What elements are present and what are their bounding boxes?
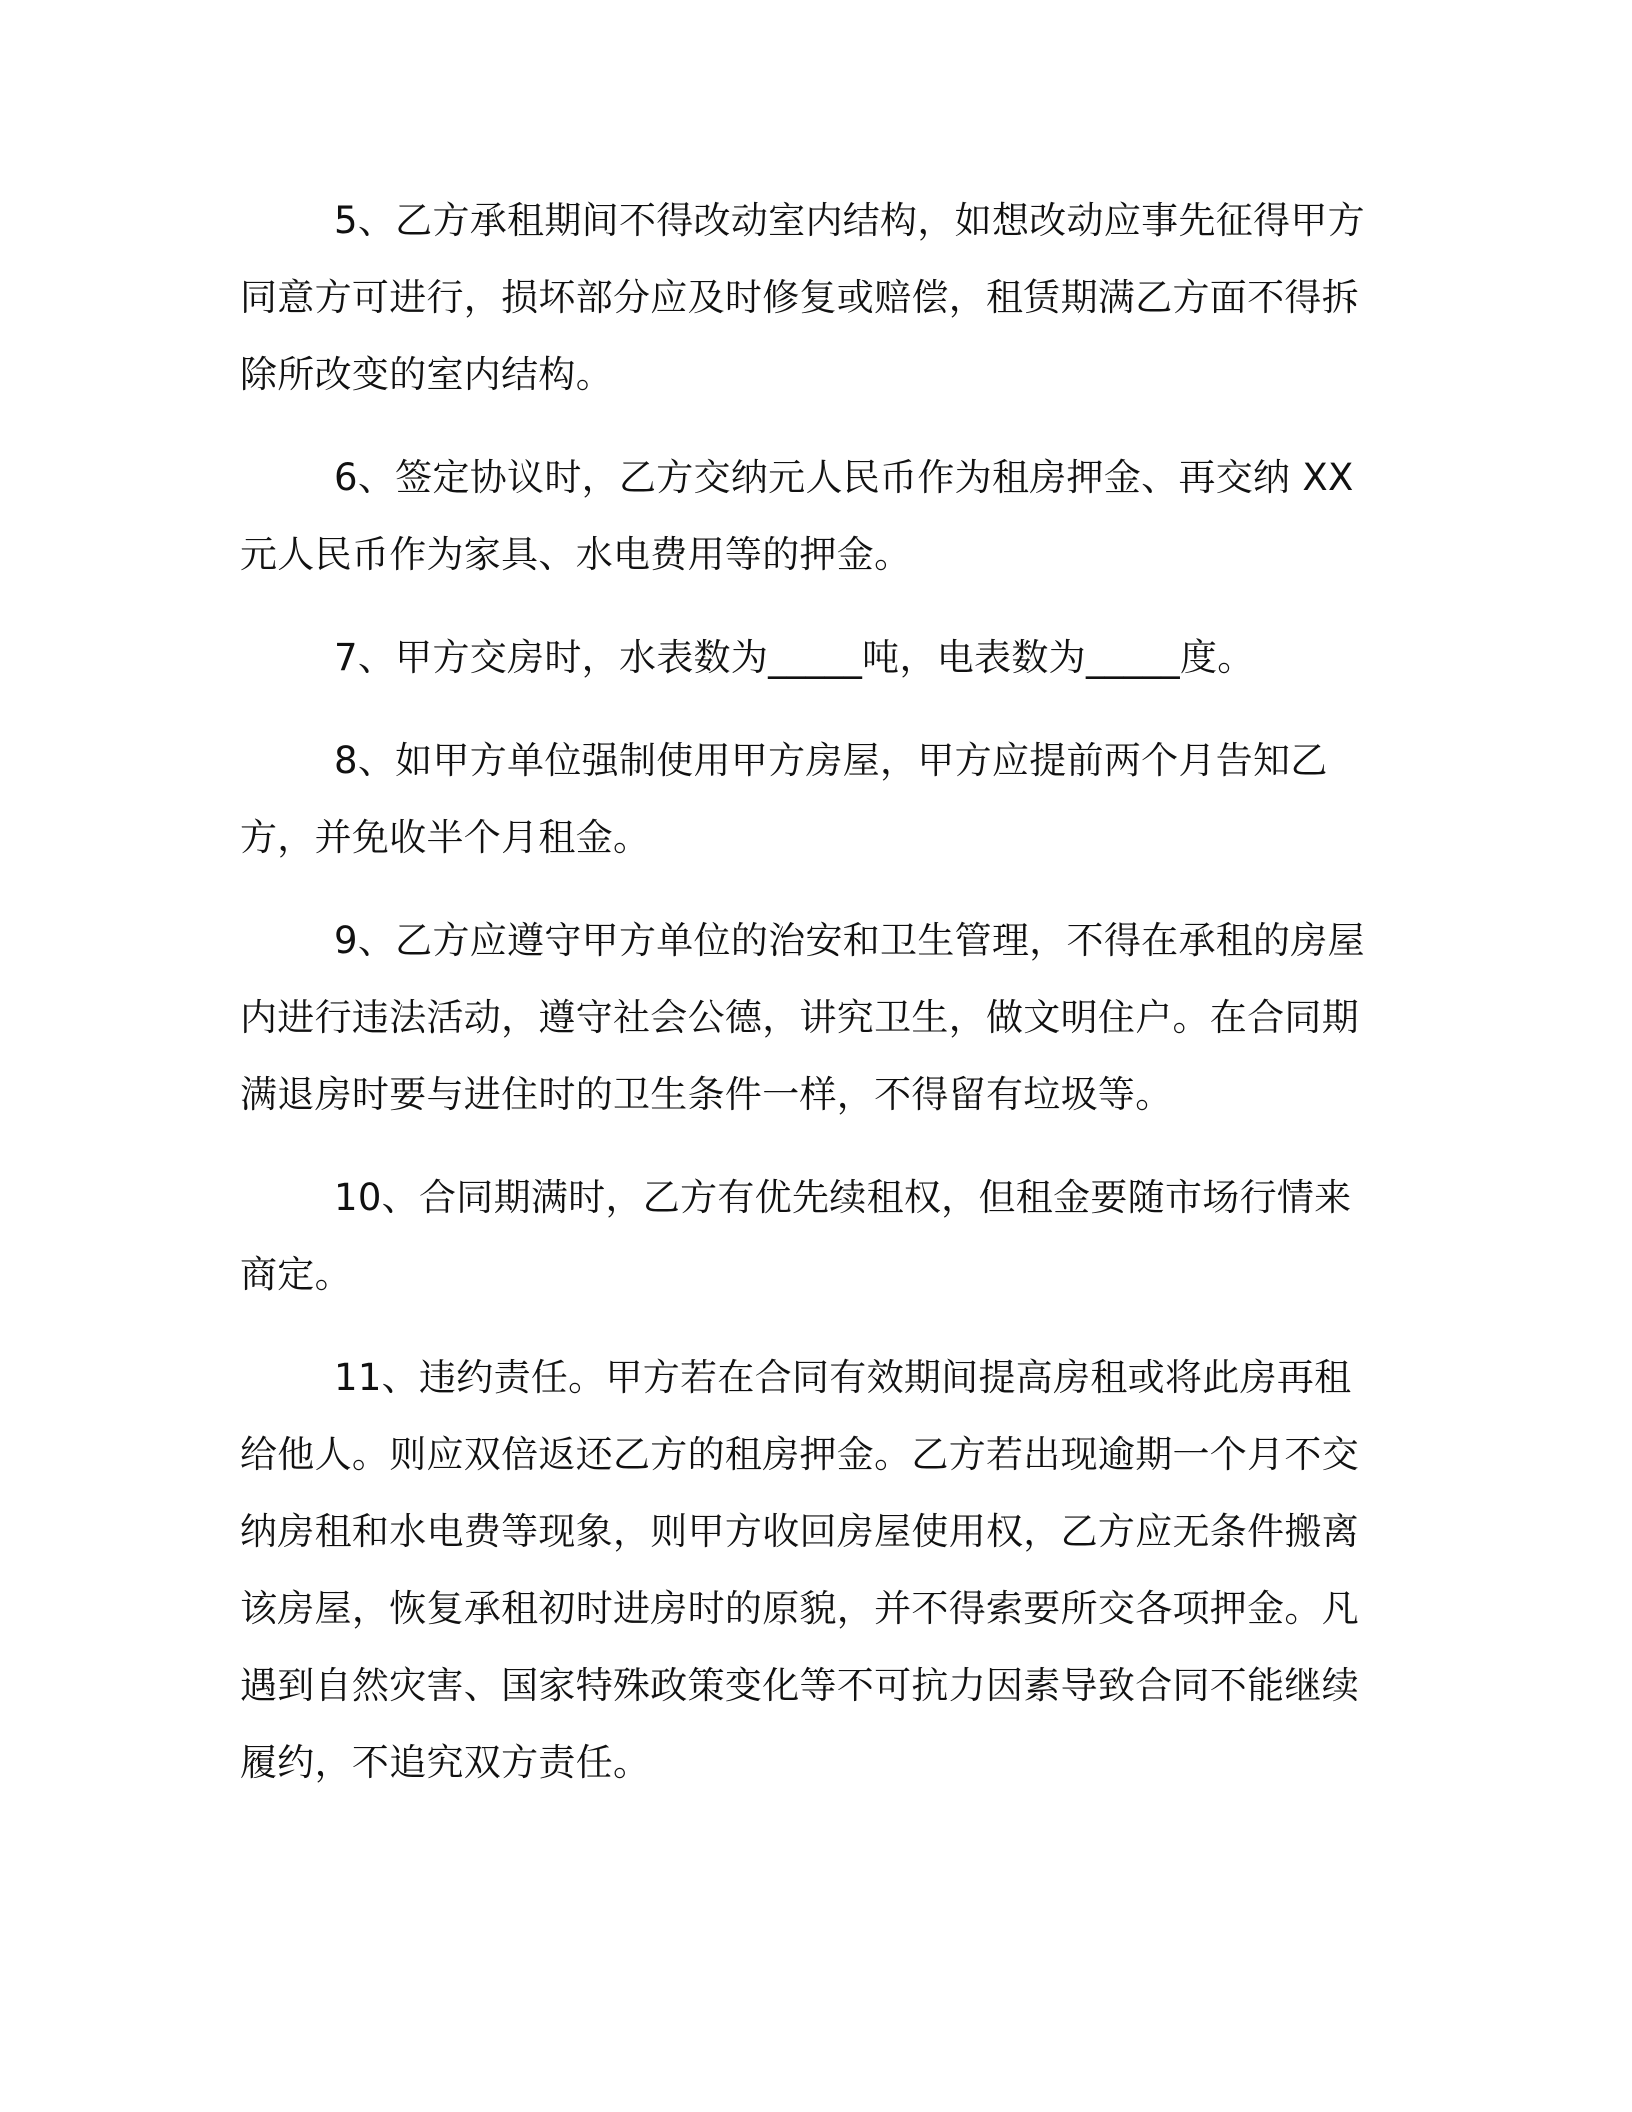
clause-7: 7、甲方交房时，水表数为_____吨，电表数为_____度。 [334,636,1255,679]
clause-10: 10、合同期满时，乙方有优先续租权，但租金要随市场行情来商定。 [240,1176,1352,1296]
clause-9: 9、乙方应遵守甲方单位的治安和卫生管理，不得在承租的房屋内进行违法活动，遵守社会公德，讲究卫生，做文明住户。在合同期满退房时要与进住时的卫生条件一样，不得留有垃圾等。 [240,919,1365,1116]
clause-11: 11、违约责任。甲方若在合同有效期间提高房租或将此房再租给他人。则应双倍返还乙方的租房押金。乙方若出现逾期一个月不交纳房租和水电费等现象，则甲方收回房屋使用权，乙方应无条件搬离该房屋，恢复承租初时进房时的原貌，并不得索要所交各项押金。凡遇到自然灾害、国家特殊政策变化等不可抗力因素导致合同不能继续履约，不追究双方责任。 [240,1356,1359,1784]
clause-5: 5、乙方承租期间不得改动室内结构，如想改动应事先征得甲方同意方可进行，损坏部分应及时修复或赔偿，租赁期满乙方面不得拆除所改变的室内结构。 [240,199,1365,396]
clause-8: 8、如甲方单位强制使用甲方房屋，甲方应提前两个月告知乙方，并免收半个月租金。 [240,739,1328,859]
clause-6: 6、签定协议时，乙方交纳元人民币作为租房押金、再交纳 XX 元人民币作为家具、水电费用等的押金。 [240,456,1354,576]
document-body [240,182,1380,1801]
